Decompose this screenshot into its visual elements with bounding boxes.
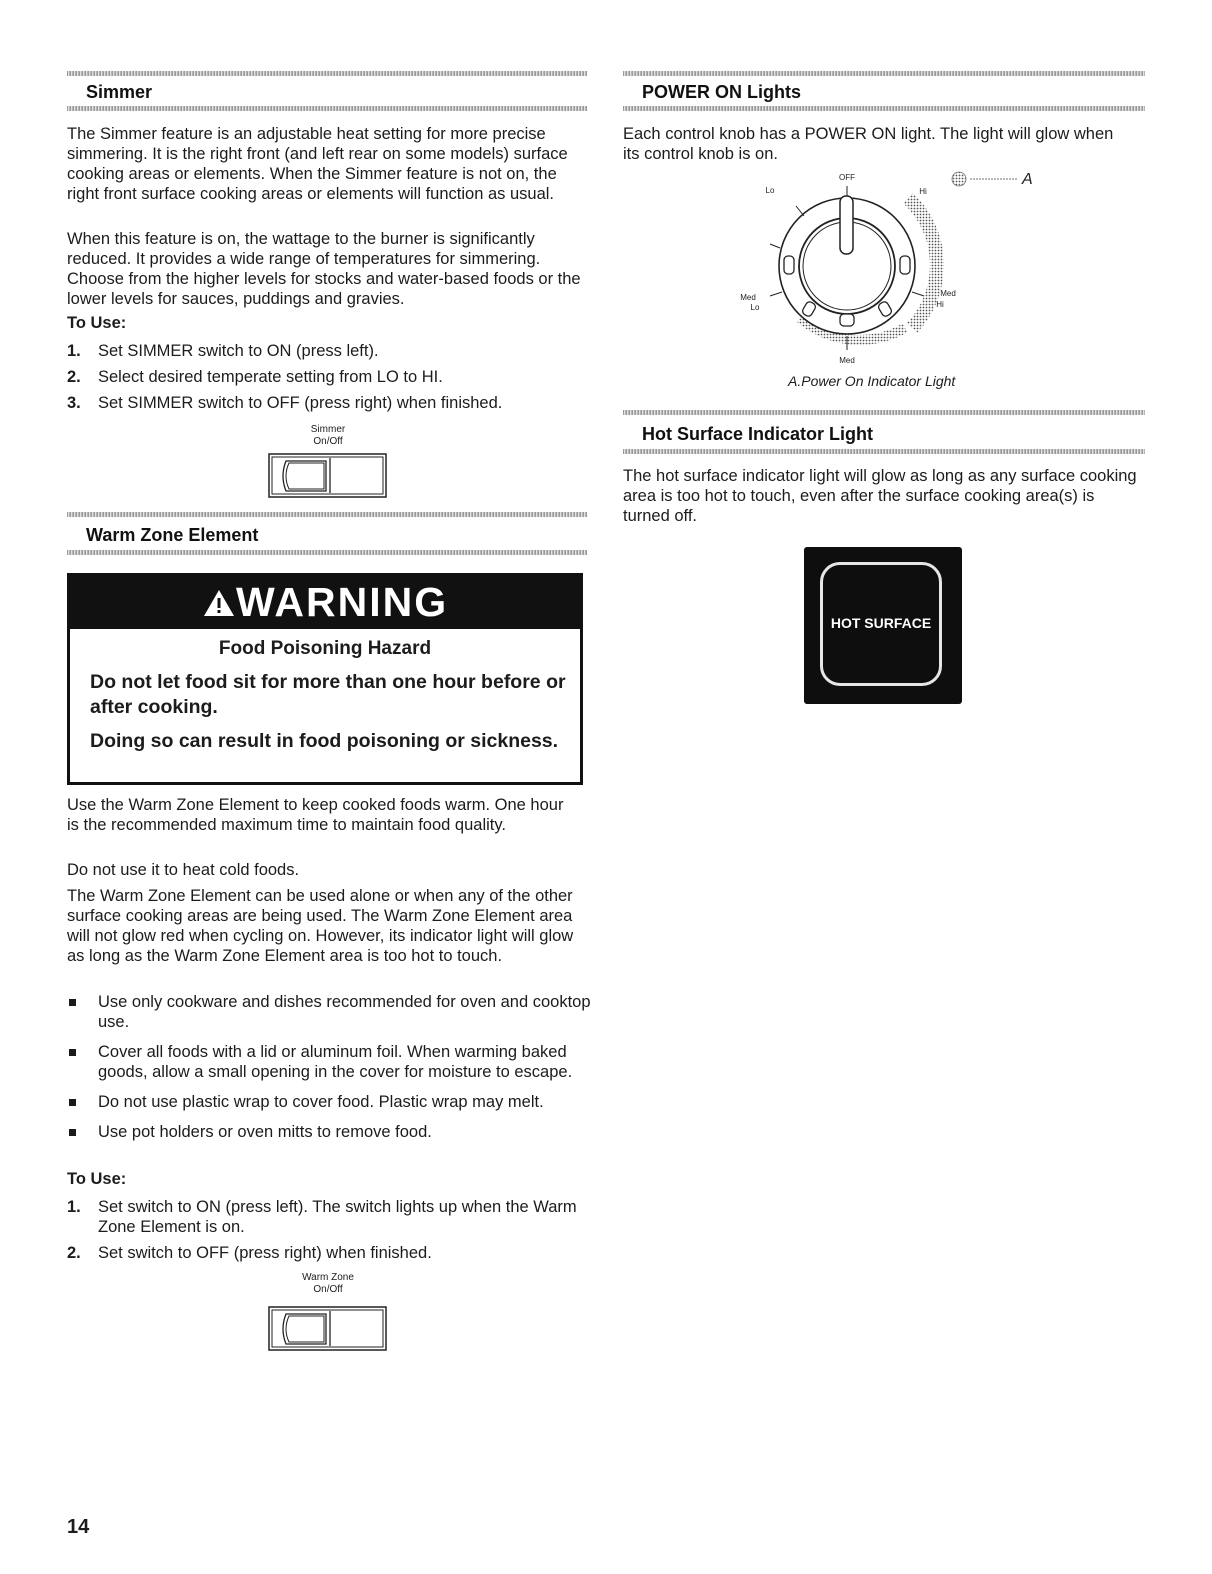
step-text: Set SIMMER switch to ON (press left).: [98, 342, 379, 360]
knob-label-lo: Lo: [765, 186, 775, 195]
step-number: 1.: [67, 342, 81, 360]
simmer-title: Simmer: [86, 82, 153, 102]
warning-hazard-title: Food Poisoning Hazard: [218, 638, 432, 659]
page-number: 14: [67, 1516, 90, 1538]
hot-surface-paragraph: The hot surface indicator light will glow as long as any surface cooking area is too hot to touch, even after the surface cooking area(s) is turned off.: [623, 467, 1137, 525]
knob-label-med-lo-2: Lo: [750, 303, 760, 312]
warm-zone-title: Warm Zone Element: [86, 525, 259, 545]
simmer-switch-caption-2: On/Off: [313, 436, 343, 447]
warm-zone-switch-caption-1: Warm Zone: [302, 1272, 354, 1283]
knob-label-med-hi-1: Med: [940, 289, 956, 298]
hot-surface-label: HOT SURFACE: [830, 615, 932, 631]
warm-zone-switch-caption-2: On/Off: [313, 1284, 343, 1295]
warning-line-2: Doing so can result in food poisoning or sickness.: [90, 730, 559, 752]
warning-line-1: Do not let food sit for more than one hour before or after cooking.: [90, 671, 566, 718]
section-rule: [67, 106, 587, 111]
list-item: [67, 992, 591, 1032]
warm-zone-paragraph-2: Do not use it to heat cold foods.: [67, 861, 300, 879]
simmer-rocker-switch-icon: [268, 453, 388, 499]
list-item: [67, 341, 587, 361]
warm-zone-rocker-switch-icon: [268, 1306, 388, 1352]
list-item: [67, 1042, 591, 1082]
simmer-steps: [67, 341, 587, 419]
knob-label-med-hi-2: Hi: [936, 300, 944, 309]
section-rule: [623, 449, 1145, 454]
bullet-square-icon: [69, 1099, 76, 1106]
list-item: [67, 1122, 591, 1142]
knob-label-med: Med: [839, 356, 855, 365]
knob-label-hi: Hi: [919, 187, 927, 196]
step-text: Set SIMMER switch to OFF (press right) when finished.: [98, 394, 503, 412]
list-item: [67, 1243, 587, 1263]
simmer-switch-caption-1: Simmer: [310, 424, 346, 435]
section-rule: [67, 71, 587, 76]
bullet-text: Cover all foods with a lid or aluminum foil. When warming baked goods, allow a small opening in the cover for moisture to escape.: [98, 1043, 573, 1081]
bullet-square-icon: [69, 1049, 76, 1056]
power-on-title: POWER ON Lights: [642, 82, 801, 102]
warm-zone-paragraph-1: Use the Warm Zone Element to keep cooked foods warm. One hour is the recommended maximum time to maintain food quality.: [67, 796, 564, 834]
simmer-paragraph-1: The Simmer feature is an adjustable heat setting for more precise simmering. It is the right front (and left rear on some models) surface cooking areas or elements. When the Simmer feature is not on, the right front surface cooking areas or elements will function as usual.: [67, 125, 568, 203]
control-knob-diagram: [730, 168, 1050, 368]
power-on-light-icon: [952, 172, 966, 186]
warning-header: [70, 576, 580, 629]
power-on-paragraph: Each control knob has a POWER ON light. The light will glow when its control knob is on.: [623, 125, 1114, 163]
section-rule: [623, 106, 1145, 111]
step-number: 1.: [67, 1198, 81, 1216]
hot-surface-indicator-panel: [804, 547, 962, 704]
list-item: [67, 367, 587, 387]
knob-label-med-lo-1: Med: [740, 293, 756, 302]
list-item: [67, 1092, 591, 1112]
section-rule: [67, 512, 587, 517]
hot-surface-title: Hot Surface Indicator Light: [642, 424, 874, 444]
bullet-square-icon: [69, 1129, 76, 1136]
section-rule: [67, 550, 587, 555]
step-number: 2.: [67, 1244, 81, 1262]
knob-label-off: OFF: [839, 173, 855, 182]
step-text: Set switch to OFF (press right) when finished.: [98, 1244, 432, 1262]
simmer-to-use-label: To Use:: [67, 314, 127, 332]
warning-triangle-icon: [203, 589, 235, 617]
warning-word: WARNING: [236, 579, 449, 625]
section-rule: [623, 71, 1145, 76]
bullet-text: Do not use plastic wrap to cover food. Plastic wrap may melt.: [98, 1093, 544, 1111]
callout-letter: A: [1022, 171, 1033, 188]
list-item: [67, 1197, 587, 1237]
step-text: Select desired temperate setting from LO to HI.: [98, 368, 443, 386]
warm-zone-bullets: [67, 992, 591, 1152]
bullet-square-icon: [69, 999, 76, 1006]
step-number: 2.: [67, 368, 81, 386]
section-rule: [623, 410, 1145, 415]
bullet-text: Use only cookware and dishes recommended for oven and cooktop use.: [98, 993, 591, 1031]
warm-zone-steps: [67, 1197, 587, 1269]
warning-box: [67, 573, 583, 785]
power-on-caption: A.Power On Indicator Light: [788, 373, 956, 389]
warm-zone-paragraph-3: The Warm Zone Element can be used alone or when any of the other surface cooking areas are being used. The Warm Zone Element area will not glow red when cycling on. However, its indicator light will glow as long as the Warm Zone Element area is too hot to touch.: [67, 887, 574, 965]
step-number: 3.: [67, 394, 81, 412]
bullet-text: Use pot holders or oven mitts to remove food.: [98, 1123, 432, 1141]
hot-surface-indicator-frame: [820, 562, 942, 686]
warm-zone-to-use-label: To Use:: [67, 1170, 127, 1188]
step-text: Set switch to ON (press left). The switch lights up when the Warm Zone Element is on.: [98, 1198, 577, 1236]
simmer-paragraph-2: When this feature is on, the wattage to the burner is significantly reduced. It provides a wide range of temperatures for simmering. Choose from the higher levels for stocks and water-based foods or the lower levels for sauces, puddings and gravies.: [67, 230, 581, 308]
list-item: [67, 393, 587, 413]
